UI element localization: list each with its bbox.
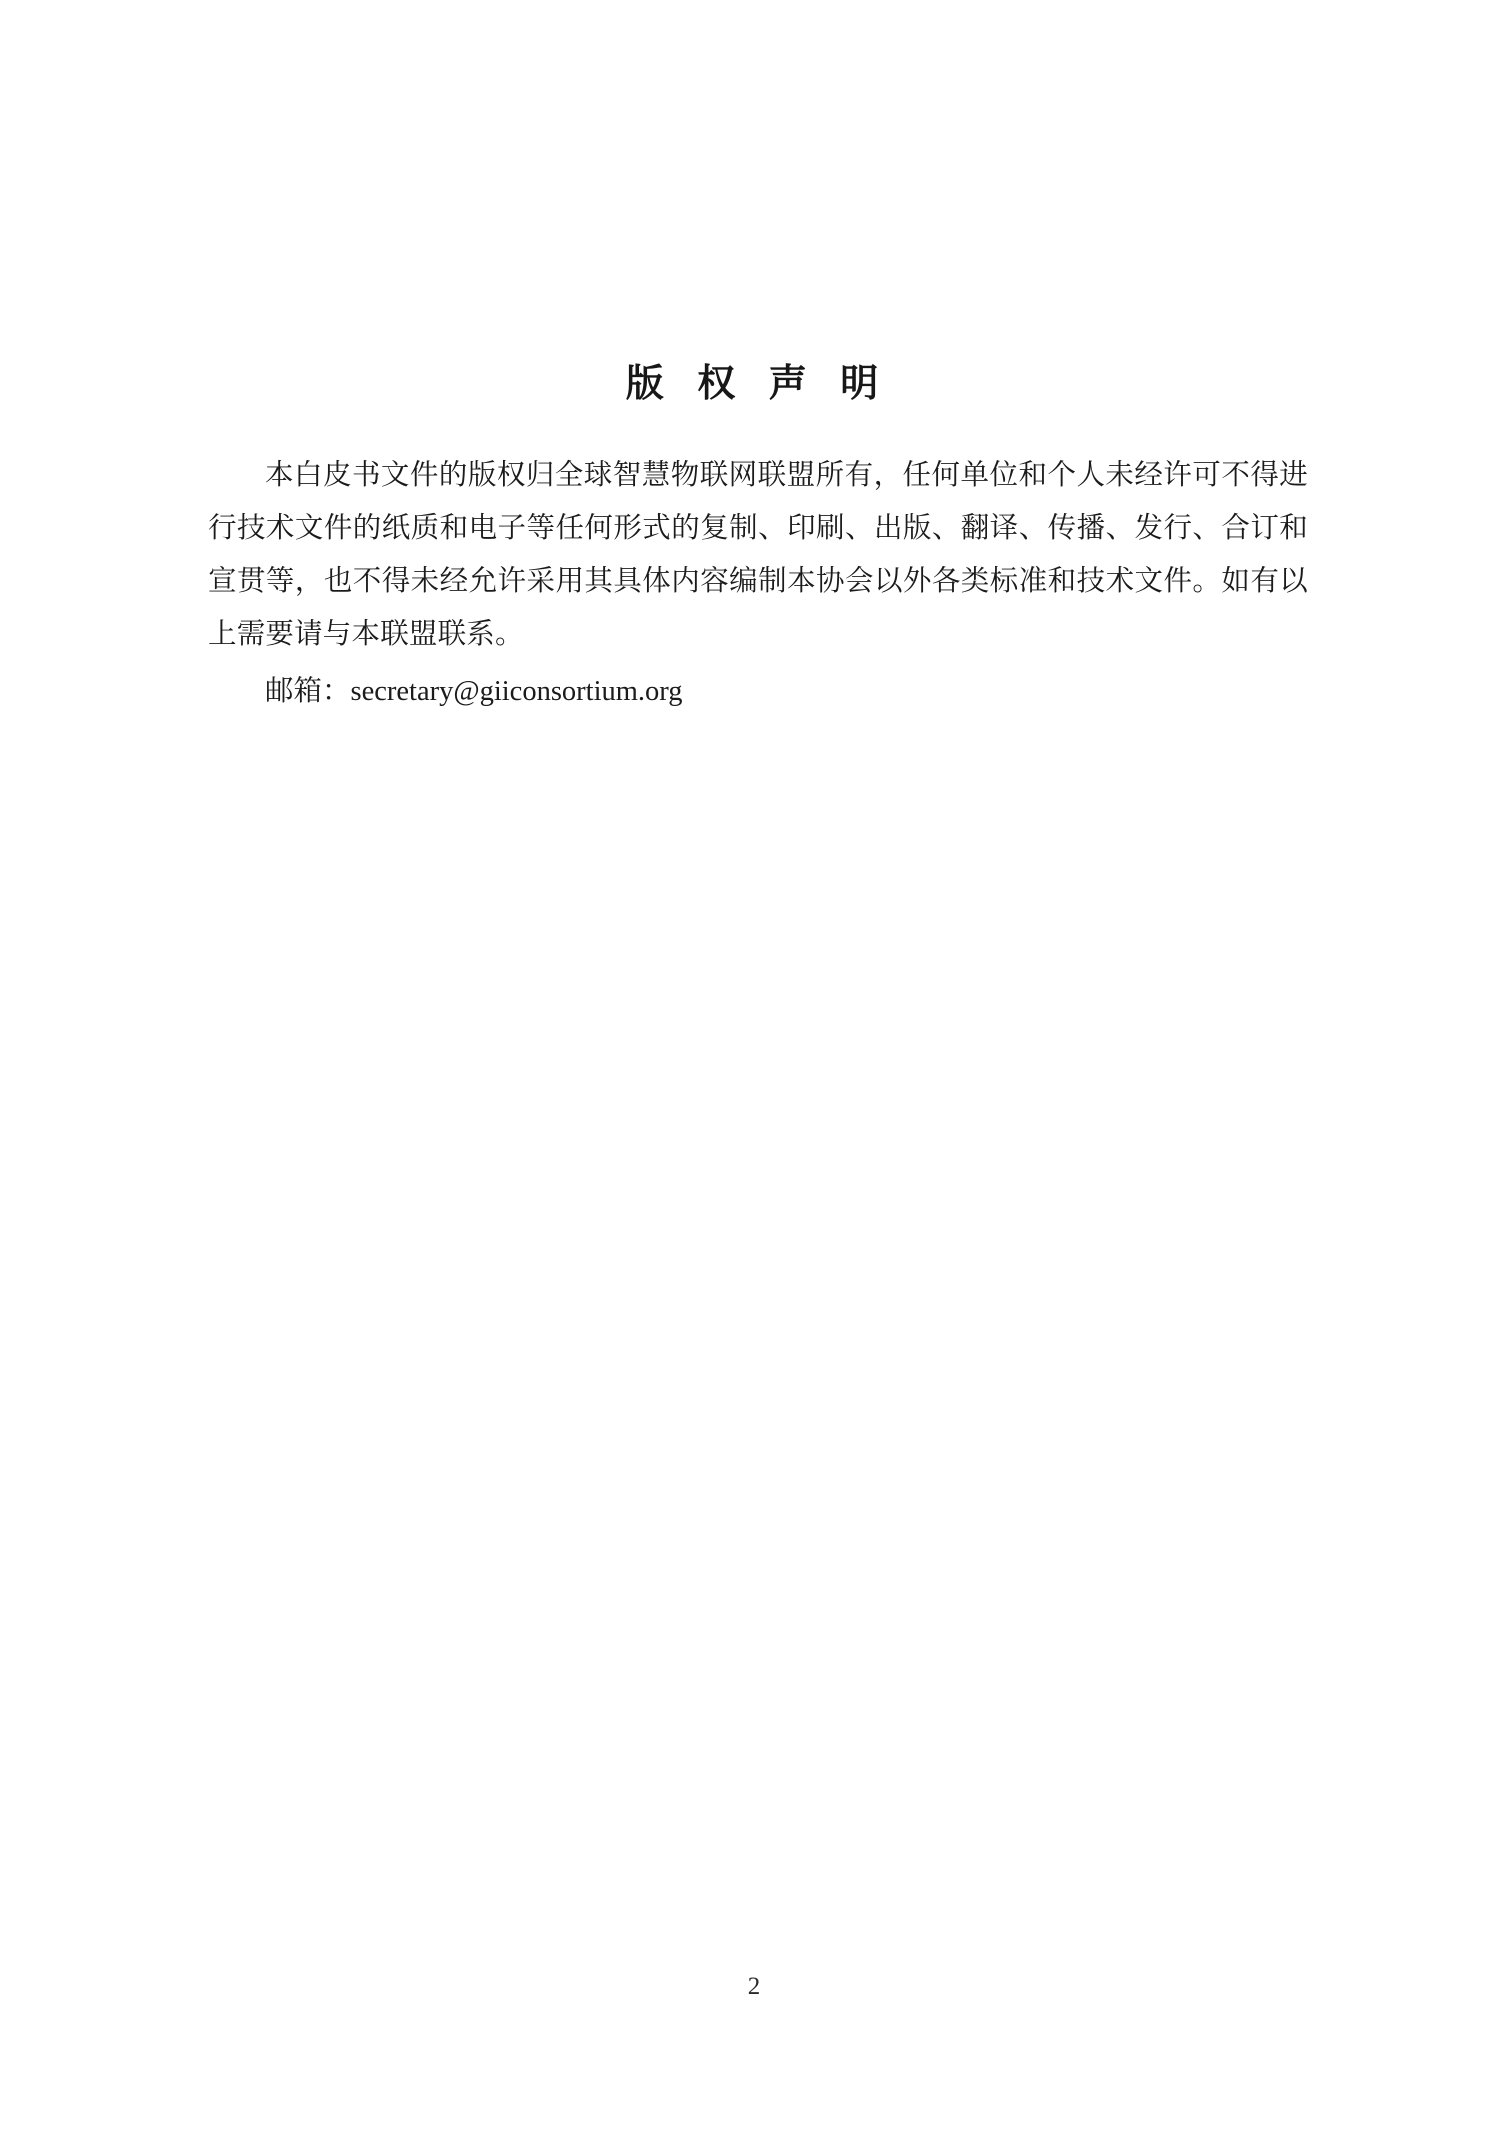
page-content: [208, 352, 1308, 718]
page-number: 2: [747, 1973, 761, 2000]
page-title: 版 权 声 明: [625, 363, 891, 405]
email-address: secretary@giiconsortium.org: [350, 676, 683, 707]
email-label: 邮箱：: [265, 676, 351, 707]
contact-email-line: [208, 665, 1308, 718]
copyright-paragraph: 本白皮书文件的版权归全球智慧物联网联盟所有，任何单位和个人未经许可不得进行技术文件的纸质和电子等任何形式的复制、印刷、出版、翻译、传播、发行、合订和宣贯等，也不得未经允许采用其具体内容编制本协会以外各类标准和技术文件。如有以上需要请与本联盟联系。: [208, 460, 1308, 650]
